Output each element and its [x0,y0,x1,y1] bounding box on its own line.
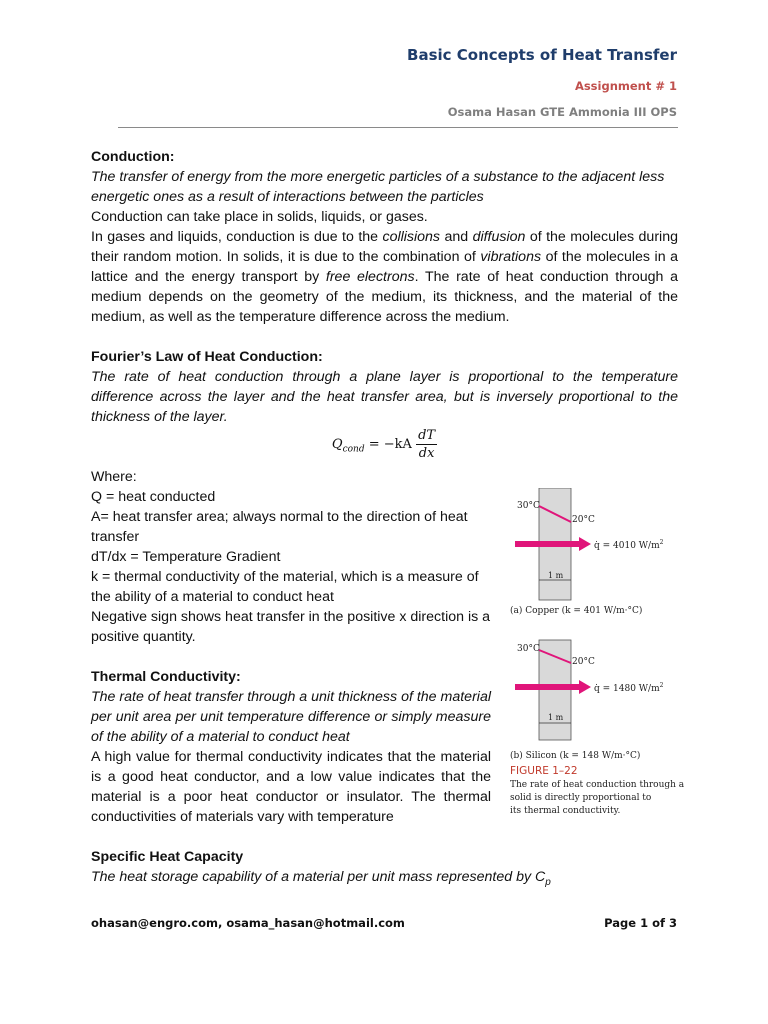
a-definition: A= heat transfer area; always normal to the direction of heat transfer [91,509,468,545]
document-title: Basic Concepts of Heat Transfer [407,46,677,64]
silicon-hot-temp: 30°C [517,644,540,654]
fourier-definition: The rate of heat conduction through a plane layer is proportional to the temperature difference across the layer and the heat transfer area, but is inversely proportional to the thickness of the layer. [91,369,678,425]
thermal-definition: The rate of heat transfer through a unit thickness of the material per unit area per unit temperature difference or simply measure of the ability of a material to conduct heat [91,689,491,745]
copper-flux: q̇ = 4010 $W/m^2$ [594,539,664,551]
silicon-length: 1 m [548,713,564,722]
conduction-diagram [500,488,690,748]
conduction-heading: Conduction: [91,149,175,165]
figure-caption-2: solid is directly proportional to [510,793,652,803]
silicon-flux: q̇ = 1480 $W/m^2$ [594,682,664,694]
silicon-cold-temp: 20°C [572,657,595,667]
silicon-heat-arrow-head [579,680,591,694]
figure-caption-1: The rate of heat conduction through a [510,780,685,790]
k-definition: k = thermal conductivity of the material, which is a measure of the ability of a material to conduct heat [91,569,479,605]
assignment-label: Assignment # 1 [574,79,677,93]
fourier-heading: Fourier’s Law of Heat Conduction: [91,349,323,365]
where-label: Where: [91,469,137,485]
copper-heat-arrow-head [579,537,591,551]
footer-emails: ohasan@engro.com, osama_hasan@hotmail.com [91,916,405,930]
q-definition: Q = heat conducted [91,489,216,505]
conduction-line: Conduction can take place in solids, liquids, or gases. [91,209,428,225]
page-number: Page 1 of 3 [604,916,677,930]
specific-heat-definition: The heat storage capability of a material per unit mass represented by $C_p$ [91,869,551,888]
figure-label: FIGURE 1–22 [510,765,578,777]
copper-length: 1 m [548,571,564,580]
thermal-text: A high value for thermal conductivity indicates that the material is a good heat conductor, and a low value indicates that the material is a poor heat conductor or insulator. The thermal conductivities of materials vary with temperature [91,749,491,825]
silicon-heat-arrow-shaft [515,684,579,690]
specific-heat-heading: Specific Heat Capacity [91,849,244,865]
author-line: Osama Hasan GTE Ammonia III OPS [447,105,677,119]
thermal-heading: Thermal Conductivity: [91,669,241,685]
copper-cold-temp: 20°C [572,515,595,525]
fourier-equation: $Q_{cond} = -kA$ $\frac{dT}{dx}$ [331,428,436,461]
copper-caption: (a) Copper (k = 401 W/m·°C) [510,606,643,616]
conduction-definition: The transfer of energy from the more energetic particles of a substance to the adjacent less energetic ones as a result of interactions between the particles [91,169,665,205]
conduction-paragraph: In gases and liquids, conduction is due to the collisions and diffusion of the molecules during their random motion. In solids, it is due to the combination of vibrations of the molecules in a lattice and the energy transport by free electrons. The rate of heat conduction through a medium depends on the geometry of the medium, its thickness, and the material of the medium, as well as the temperature difference across the medium. [91,229,678,325]
copper-heat-arrow-shaft [515,541,579,547]
figure-caption-3: its thermal conductivity. [510,806,621,816]
header-divider [118,127,678,128]
figure-1-22 [500,488,690,828]
copper-hot-temp: 30°C [517,501,540,511]
negative-sign-note: Negative sign shows heat transfer in the positive x direction is a positive quantity. [91,609,491,645]
silicon-caption: (b) Silicon (k = 148 W/m·°C) [510,751,641,761]
gradient-definition: dT/dx = Temperature Gradient [91,549,281,565]
